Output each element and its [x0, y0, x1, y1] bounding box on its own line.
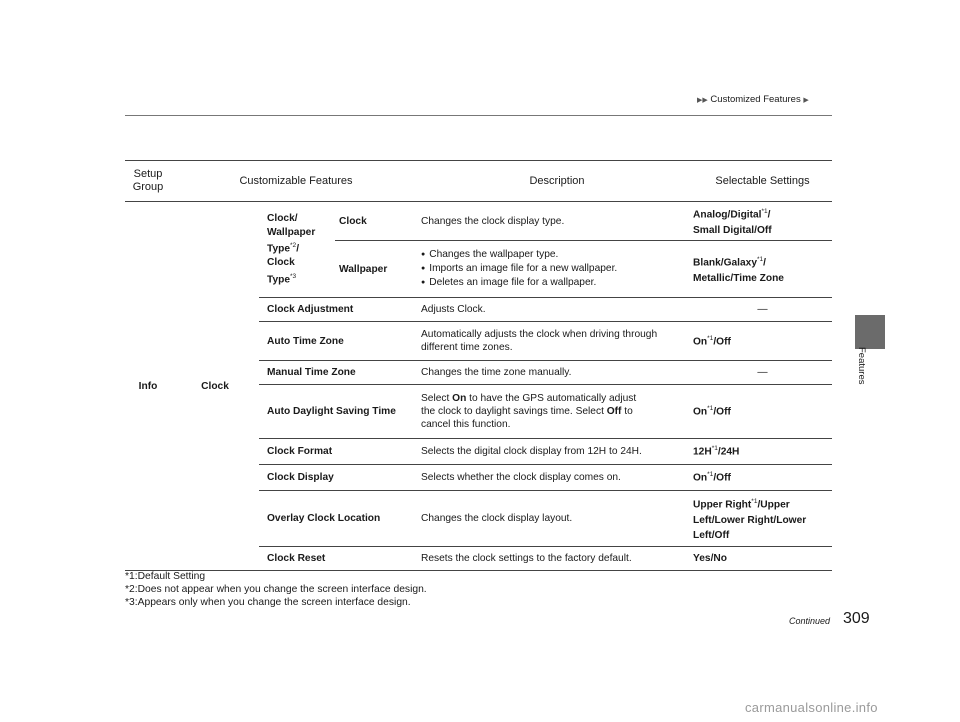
footnotes	[125, 570, 427, 609]
breadcrumb-arrow-icon: ▶	[803, 97, 809, 104]
breadcrumb-text[interactable]: Customized Features	[710, 94, 801, 105]
feature-clock-format: Clock Format	[267, 446, 333, 457]
feature-clock-reset: Clock Reset	[267, 553, 326, 564]
feature-auto-time-zone: Auto Time Zone	[267, 335, 344, 347]
header-settings: Selectable Settings	[715, 175, 810, 187]
setting-manual-time-zone: —	[757, 367, 768, 378]
section-label: Features	[856, 347, 867, 385]
group-clock: Clock	[171, 202, 259, 571]
footnote: *2:Does not appear when you change the screen interface design.	[125, 584, 427, 595]
section-tab	[855, 315, 885, 349]
setting-wallpaper: Blank/Galaxy$^{*1}$/ Metallic/Time Zone	[693, 256, 784, 284]
desc-overlay-clock-location: Changes the clock display layout.	[421, 513, 573, 524]
group-info: Info	[125, 202, 171, 571]
desc-clock: Changes the clock display type.	[421, 215, 565, 227]
list-item: ● Imports an image file for a new wallpaper.	[421, 262, 693, 276]
setting-overlay-clock-location: Upper Right$^{*1}$/Upper Left/Lower Right/Lower Left/Off	[693, 498, 807, 541]
page-number: 309	[843, 610, 870, 627]
breadcrumb-arrow-icon: ▶▶	[697, 97, 708, 104]
feature-clock-adjustment: Clock Adjustment	[267, 304, 354, 315]
header-setup-group: Setup Group	[132, 168, 164, 193]
settings-table	[125, 160, 832, 571]
desc-wallpaper	[421, 241, 693, 298]
desc-clock-display: Selects whether the clock display comes on.	[421, 472, 621, 483]
list-item: ● Deletes an image file for a wallpaper.	[421, 276, 693, 290]
setting-clock-adjustment: —	[757, 304, 768, 315]
watermark: carmanualsonline.info	[745, 700, 878, 715]
setting-clock-display: On$^{*1}$/Off	[693, 471, 731, 484]
header-description: Description	[529, 175, 585, 187]
setting-clock-format: $12H^{*1}/24H$	[693, 445, 740, 458]
desc-clock-adjustment: Adjusts Clock.	[421, 304, 486, 315]
list-item: ● Changes the wallpaper type.	[421, 248, 693, 262]
desc-clock-reset: Resets the clock settings to the factory default.	[421, 553, 632, 564]
desc-clock-format: Selects the digital clock display from 12H to 24H.	[421, 446, 642, 457]
setting-clock: Analog/Digital$^{*1}$/ Small Digital/Off	[693, 208, 772, 236]
feature-clock: Clock	[339, 215, 367, 227]
table-row	[125, 202, 832, 241]
header-divider	[125, 115, 832, 116]
feature-clock-display: Clock Display	[267, 472, 334, 483]
wallpaper-type-group: Clock/ Wallpaper Type$^{*2}$/ Clock Type$^{*3}$	[267, 213, 316, 286]
footnote: *1:Default Setting	[125, 571, 206, 582]
table-header-row	[125, 161, 832, 202]
feature-overlay-clock-location: Overlay Clock Location	[267, 513, 381, 524]
feature-manual-time-zone: Manual Time Zone	[267, 367, 356, 378]
setting-auto-time-zone: On$^{*1}$/Off	[693, 334, 731, 348]
header-features: Customizable Features	[239, 175, 353, 187]
footnote: *3:Appears only when you change the screen interface design.	[125, 597, 411, 608]
continued-label: Continued	[789, 616, 831, 626]
breadcrumb	[697, 94, 809, 105]
desc-auto-dst: Select On to have the GPS automatically adjust the clock to daylight savings time. Select Off to cancel this function.	[421, 393, 637, 430]
feature-wallpaper: Wallpaper	[339, 263, 388, 275]
feature-auto-dst: Auto Daylight Saving Time	[267, 406, 396, 417]
setting-auto-dst: On$^{*1}$/Off	[693, 405, 731, 418]
setting-clock-reset: Yes/No	[693, 553, 728, 564]
desc-auto-time-zone: Automatically adjusts the clock when driving through different time zones.	[421, 329, 658, 353]
desc-manual-time-zone: Changes the time zone manually.	[421, 367, 572, 378]
